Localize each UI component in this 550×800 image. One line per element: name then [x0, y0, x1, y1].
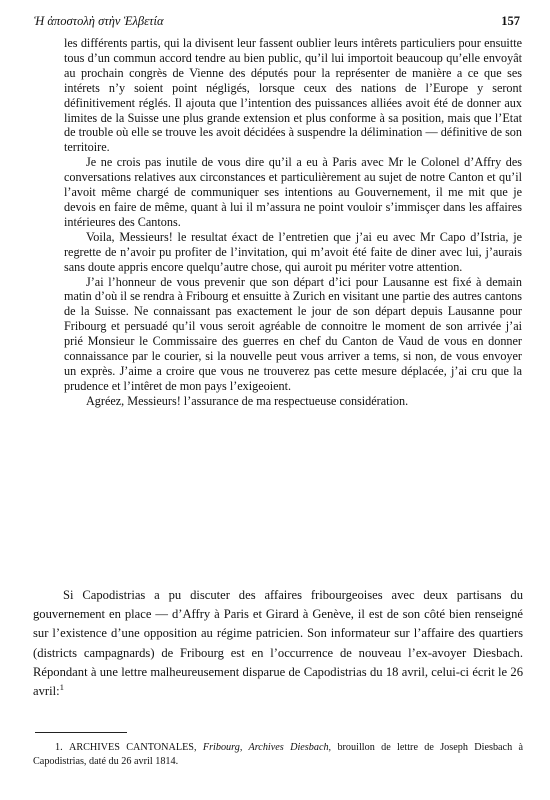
- letter-paragraph-4: J’ai l’honneur de vous prevenir que son départ d’ici pour Lausanne est fixé à demain matin d’où il se rendra à Fribourg et ensuitte à Zurich en visitant une partie des autres cantons de la Suisse. Ne connaissant pas exactement le jour de son départ depuis Lausanne pour Fribourg et persuadé qu’il vous seroit agréable de connoitre le moment de son arrivée j’ai prié Monsieur le Commissaire des guerres en chef du Canton de Vaud de vous en donner connaissance par le courier, si la nouvelle peut vous arriver a tems, si non, de vous envoyer un exprès. J’aime a croire que vous ne trouverez pas cette mesure déplacée, j’ai cru que la prudence et l’intêret de mon pays l’exigeoient.: [64, 274, 522, 393]
- commentary-text: Si Capodistrias a pu discuter des affaires fribourgeoises avec deux partisans du gouvernement en place — d’Affry à Paris et Girard à Genève, il est de son côté bien renseigné sur l’existence d’une opposition au régime patricien. Son informateur sur l’affaire des quartiers (districts campagnards) de Fribourg est en l’occurrence de nouveau l’ex-avoyer Diesbach. Répondant à une lettre malheureusement disparue de Capodistrias du 18 avril, celui-ci écrit le 26 avril:: [33, 588, 523, 699]
- letter-paragraph-3: Voila, Messieurs! le resultat éxact de l’entretien que j’ai eu avec Mr Capo d’Istria, je regrette de n’avoir pu profiter de l’invitation, qui m’avoit été faite de diner avec lui, j’aurais sans doute appris encore quelqu’autre chose, qui auroit pu mériter votre attention.: [64, 229, 522, 274]
- footnote-archive: ARCHIVES CANTONALES,: [68, 742, 197, 753]
- letter-closing: Agréez, Messieurs! l’assurance de ma respectueuse considération.: [86, 393, 409, 408]
- running-header: [34, 14, 520, 34]
- footnote-text: brouillon de lettre de Joseph Diesbach à Capodistrias, daté du 26 avril 1814.: [33, 742, 524, 767]
- letter-paragraph-2: Je ne crois pas inutile de vous dire qu’il a eu à Paris avec Mr le Colonel d’Affry des conversations relatives aux circonstances et particulièrement au sujet de notre Canton et qu’il l’avoit même chargé de communiquer ses intentions au Gouvernement, il me mit que je devois en faire de même, quant à lui il m’assura ne point vouloir s’immisçer dans les affaires intérieures des Cantons.: [64, 155, 522, 229]
- page-number: 157: [501, 14, 520, 28]
- running-title: Ἡ ἀποστολὴ στὴν Ἑλβετία: [34, 14, 164, 28]
- quoted-letter: [64, 36, 522, 409]
- footnote-1: [33, 741, 523, 768]
- footnote-divider: [35, 732, 127, 733]
- commentary-paragraph: [33, 586, 523, 701]
- footnote-source: Fribourg, Archives Diesbach,: [202, 742, 332, 753]
- footnote-reference[interactable]: 1: [59, 681, 64, 692]
- footnote-number: 1.: [55, 742, 63, 753]
- letter-paragraph-1: les différents partis, qui la divisent leur fassent oublier leurs intêrets particuliers pour ensuitte tous d’un commun accord tendre au bien public, qu’il lui importoit beaucoup qu’elle envoyât au prochain congrès de Vienne des députés pour la représenter de manière a ce que ses intérets n’y soient point négligés, lorsque ceux des nations de l’Europe y seront définitivement réglés. Il ajouta que l’intention des puissances alliées avoit été de donner aux limites de la Suisse une plus grande extension et plus conforme à sa position, mais que l’Etat de trouble où elle se trouve les avoit décidées à suspendre la délimination — définitive de son territoire.: [64, 36, 522, 155]
